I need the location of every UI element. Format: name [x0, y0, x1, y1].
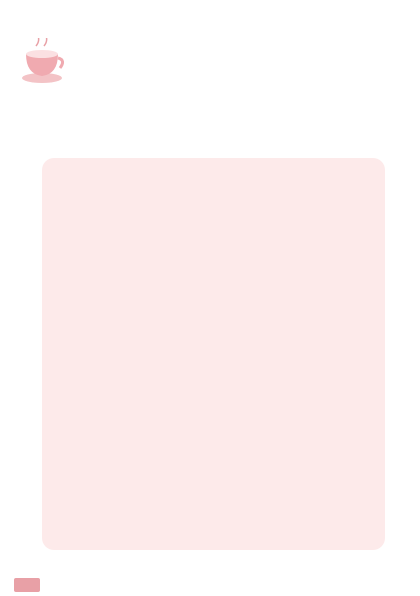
idiom-list: [54, 166, 378, 414]
idiom-entry: [54, 216, 378, 233]
idiom-entry: [54, 364, 378, 381]
flower-border-icon: [94, 54, 404, 86]
flower-border-icon: [20, 550, 410, 574]
section-header: [0, 0, 420, 96]
idiom-entry: [54, 191, 378, 208]
idiom-entry: [54, 315, 378, 332]
idiom-entry: [54, 389, 378, 406]
teacup-icon: [20, 38, 68, 86]
page-number: [14, 578, 40, 592]
idiom-entry: [54, 290, 378, 307]
idiom-entry: [54, 265, 378, 282]
idiom-entry: [54, 166, 378, 183]
idiom-entry: [54, 339, 378, 356]
idiom-entry: [54, 240, 378, 257]
